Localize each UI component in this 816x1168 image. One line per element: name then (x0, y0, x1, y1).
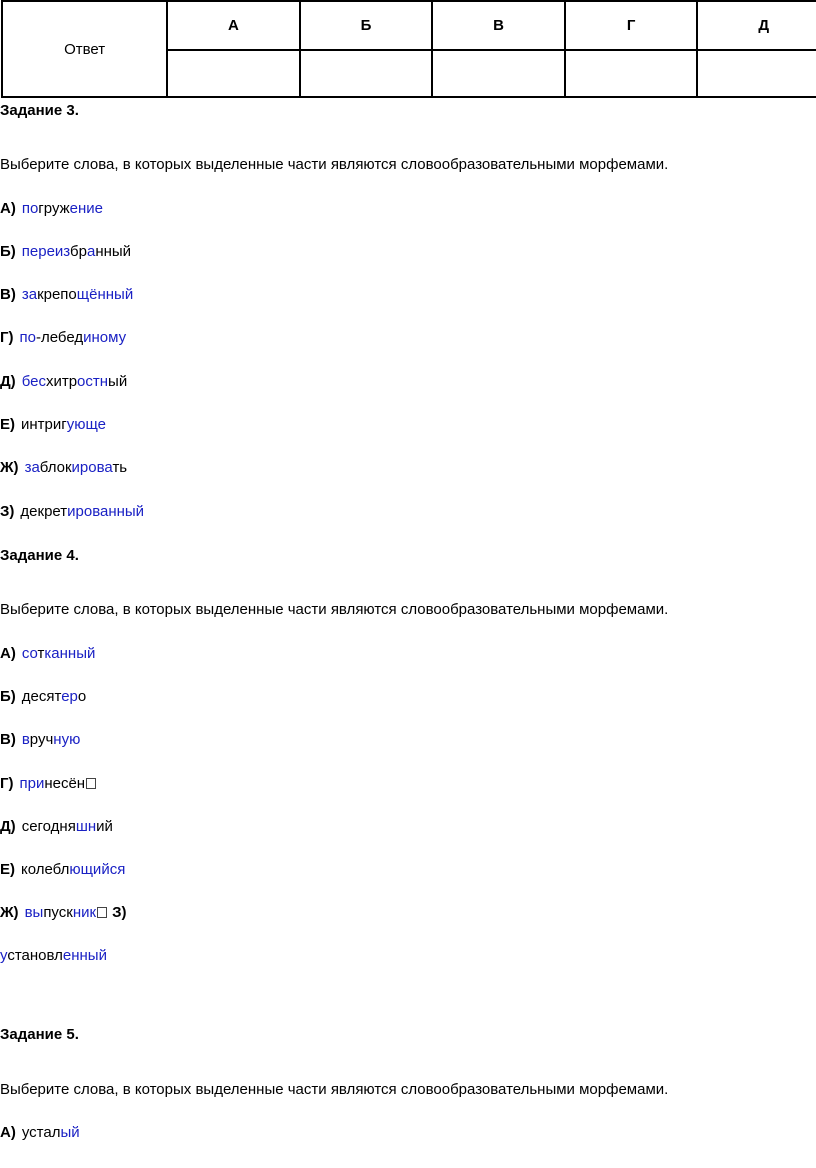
word-part: десят (21, 688, 62, 705)
word-part: ть (112, 459, 128, 476)
missing-glyph-box-icon (97, 907, 107, 918)
word-part: бр (70, 243, 87, 260)
morpheme-highlight: ющийся (69, 861, 126, 878)
option-letter: А) (0, 200, 16, 217)
morpheme-highlight: иному (83, 329, 127, 346)
word-part: крепо (37, 286, 77, 303)
answer-header-d: Д (697, 1, 816, 50)
task4-option (0, 817, 113, 837)
morpheme-highlight: ную (53, 731, 81, 748)
option-letter: Б) (0, 243, 16, 260)
option-letter: Ж) (0, 904, 19, 921)
morpheme-highlight: за (24, 459, 40, 476)
word-part: нный (95, 243, 132, 260)
word-part: декрет (20, 503, 68, 520)
morpheme-highlight: по (19, 329, 36, 346)
morpheme-highlight: по (21, 200, 39, 217)
task3-option (0, 242, 131, 262)
option-letter: Е) (0, 861, 15, 878)
task5-instruction: Выберите слова, в которых выделенные части являются словообразовательными морфемами. (0, 1081, 669, 1098)
word-part: интриг (21, 416, 67, 433)
word-part: блок (39, 459, 72, 476)
task3-option (0, 372, 127, 392)
answer-header-a: А (167, 1, 300, 50)
option-letter: Ж) (0, 459, 19, 476)
option-letter: Д) (0, 818, 16, 835)
word-part: несён (44, 775, 86, 792)
word-part: устал (21, 1124, 61, 1141)
morpheme-highlight: ер (61, 688, 78, 705)
answer-cell-b[interactable] (300, 50, 433, 97)
morpheme-highlight: а (86, 243, 96, 260)
answer-cell-d[interactable] (697, 50, 816, 97)
answer-cell-v[interactable] (432, 50, 565, 97)
word-part: становл (7, 947, 63, 964)
morpheme-highlight: ник (72, 904, 97, 921)
morpheme-highlight: в (21, 731, 30, 748)
task4-option (0, 644, 95, 664)
word-part: колебл (21, 861, 70, 878)
task4-title: Задание 4. (0, 547, 79, 564)
option-letter: А) (0, 645, 16, 662)
option-letter: З) (0, 503, 15, 520)
task4-option (0, 946, 107, 966)
word-part: о (77, 688, 87, 705)
task3-option (0, 285, 133, 305)
morpheme-highlight: вы (24, 904, 44, 921)
task4-option (0, 730, 80, 750)
morpheme-highlight: переиз (21, 243, 71, 260)
option-letter: В) (0, 286, 16, 303)
task4-option (0, 860, 125, 880)
morpheme-highlight: при (19, 775, 45, 792)
task4-option (0, 687, 86, 707)
option-letter: Г) (0, 329, 14, 346)
task4-instruction: Выберите слова, в которых выделенные части являются словообразовательными морфемами. (0, 601, 669, 618)
answer-header-g: Г (565, 1, 698, 50)
morpheme-highlight: у (0, 947, 8, 964)
morpheme-highlight: бес (21, 373, 46, 390)
task3-option (0, 199, 103, 219)
answer-label: Ответ (2, 1, 167, 97)
morpheme-highlight: ый (60, 1124, 80, 1141)
word-part: руч (29, 731, 54, 748)
missing-glyph-box-icon (86, 778, 96, 789)
word-part: хитр (45, 373, 78, 390)
morpheme-highlight: ующе (66, 416, 106, 433)
option-letter: В) (0, 731, 16, 748)
answer-table (1, 0, 816, 98)
morpheme-highlight: шн (75, 818, 97, 835)
task3-option (0, 458, 127, 478)
task3-option (0, 328, 126, 348)
task4-option (0, 903, 126, 923)
morpheme-highlight: со (21, 645, 38, 662)
morpheme-highlight: щённый (76, 286, 134, 303)
morpheme-highlight: ирова (71, 459, 113, 476)
answer-cell-a[interactable] (167, 50, 300, 97)
word-part: груж (38, 200, 70, 217)
answer-header-b: Б (300, 1, 433, 50)
word-part: т (37, 645, 45, 662)
task3-option (0, 415, 106, 435)
task3-instruction: Выберите слова, в которых выделенные части являются словообразовательными морфемами. (0, 156, 669, 173)
option-letter: З) (112, 904, 127, 921)
answer-cell-g[interactable] (565, 50, 698, 97)
morpheme-highlight: за (21, 286, 38, 303)
morpheme-highlight: ированный (67, 503, 145, 520)
option-letter: Б) (0, 688, 16, 705)
task4-option (0, 774, 96, 794)
morpheme-highlight: ение (69, 200, 104, 217)
option-letter: Д) (0, 373, 16, 390)
answer-header-v: В (432, 1, 565, 50)
option-letter: А) (0, 1124, 16, 1141)
morpheme-highlight: енный (62, 947, 107, 964)
option-letter: Е) (0, 416, 15, 433)
morpheme-highlight: канный (44, 645, 96, 662)
option-letter: Г) (0, 775, 14, 792)
morpheme-highlight: остн (77, 373, 109, 390)
task3-option (0, 502, 144, 522)
word-part: ий (96, 818, 113, 835)
task5-option (0, 1123, 80, 1143)
word-part: пуск (43, 904, 73, 921)
task3-title: Задание 3. (0, 102, 79, 119)
word-part: -лебед (35, 329, 84, 346)
word-part: сегодня (21, 818, 76, 835)
task5-title: Задание 5. (0, 1026, 79, 1043)
word-part: ый (108, 373, 128, 390)
